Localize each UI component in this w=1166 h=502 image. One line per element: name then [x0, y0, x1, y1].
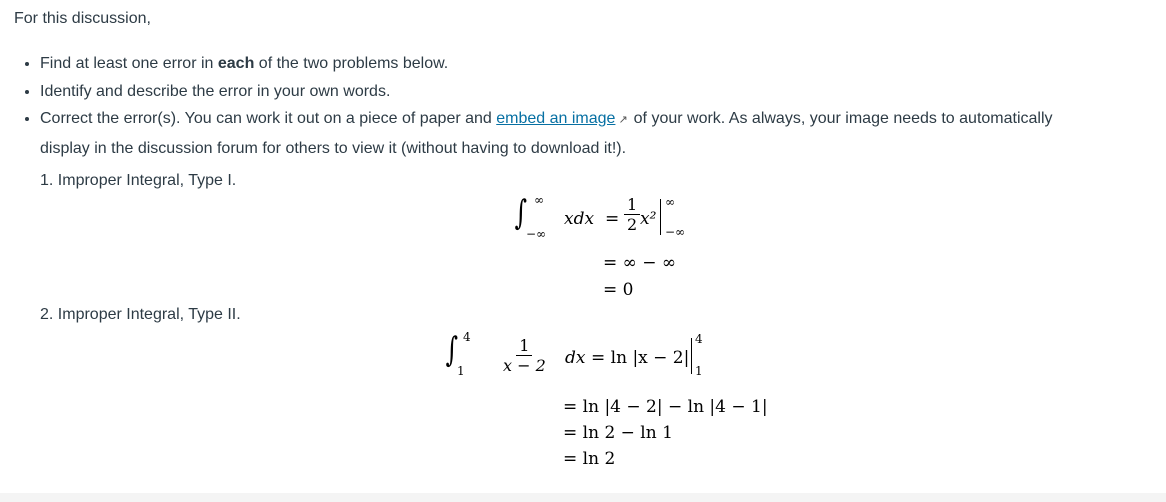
upper-limit: 4 — [463, 330, 471, 344]
instruction-text: of your work. As always, your image needs to automatically display in the discussion forum for others to view it (without having to download it!). — [40, 110, 1053, 157]
eval-bar — [660, 199, 661, 235]
fraction: $\frac{1}{x - 2}$ — [503, 336, 546, 375]
external-link-icon: ↗ — [618, 114, 628, 126]
problem-1-label: 1. Improper Integral, Type I. — [40, 172, 237, 189]
instruction-list — [18, 50, 1100, 162]
instruction-item — [40, 105, 1100, 162]
instruction-text: Correct the error(s). You can work it out on a piece of paper and — [40, 110, 497, 127]
problem-2-equation: ∫ 4 1 $\frac{1}{x - 2}$ dx = ln |x − 2| 4 1 — [445, 330, 703, 378]
problem-2-line-2: = ln |4 − 2| − ln |4 − 1| — [563, 397, 768, 417]
equals-sign: = — [605, 209, 620, 229]
lower-limit: −∞ — [526, 227, 547, 241]
problem-1-line-2: = ∞ − ∞ — [603, 253, 677, 273]
instruction-text: of the two problems below. — [254, 55, 449, 72]
integral-sign: ∫ — [445, 330, 459, 370]
instruction-text: Find at least one error in — [40, 55, 218, 72]
lower-limit: 1 — [457, 364, 465, 378]
intro-text: For this discussion, — [14, 10, 151, 27]
upper-limit: ∞ — [534, 193, 544, 207]
emphasis-text: each — [217, 55, 255, 72]
problem-2-line-4: = ln 2 — [563, 449, 616, 469]
instruction-item — [40, 50, 1100, 78]
instruction-item: • Identify and describe the error in your own words. — [40, 78, 1100, 106]
integral-sign: ∫ — [514, 193, 528, 233]
problem-1-line-3: = 0 — [603, 280, 634, 300]
embed-image-link[interactable]: embed an image — [496, 110, 616, 127]
integrand: xdx — [564, 209, 595, 229]
dx: dx — [565, 348, 586, 368]
problem-2-label: 2. Improper Integral, Type II. — [40, 306, 241, 323]
x-squared: x² — [640, 209, 657, 229]
footer-band — [0, 493, 1166, 502]
problem-2-line-3: = ln 2 − ln 1 — [563, 423, 673, 443]
fraction: $\frac{1}{2}$ — [624, 195, 640, 234]
rhs-expression: = ln |x − 2| — [591, 348, 690, 368]
problem-1-equation: ∫ ∞ −∞ xdx = $\frac{1}{2}$ x² ∞ −∞ — [514, 193, 686, 241]
eval-bar — [691, 338, 692, 374]
